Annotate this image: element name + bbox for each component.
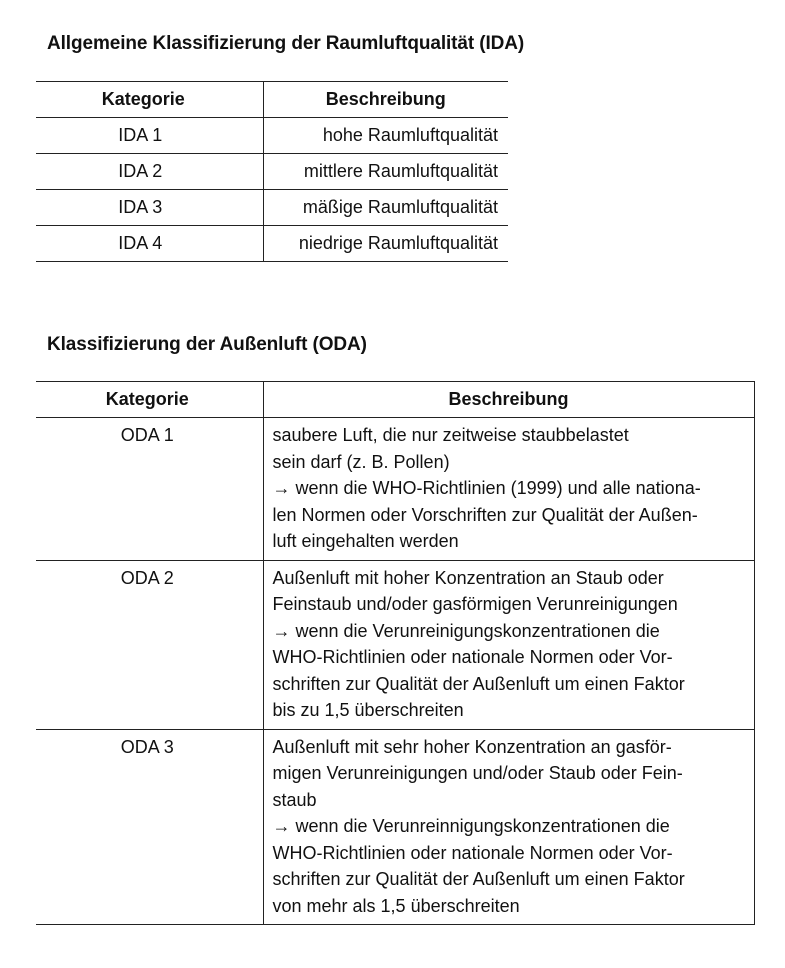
category-cell: ODA 3	[36, 729, 263, 925]
ida-table-title: Allgemeine Klassifizierung der Raumluftqualität (IDA)	[47, 33, 525, 54]
description-cell: mittlere Raumluftqualität	[263, 154, 508, 190]
oda-classification-table	[36, 381, 755, 925]
description-line: schriften zur Qualität der Außenluft um einen Faktor	[272, 673, 685, 694]
description-line: → wenn die Verunreinnigungskonzentrationen die	[272, 816, 670, 836]
column-header-description: Beschreibung	[263, 82, 508, 118]
description-cell	[263, 729, 754, 925]
description-line: schriften zur Qualität der Außenluft um einen Faktor	[272, 869, 685, 889]
description-line: staub	[272, 789, 317, 810]
description-cell: hohe Raumluftqualität	[263, 118, 508, 154]
table-row	[36, 560, 754, 729]
category-cell: IDA 3	[36, 190, 263, 226]
category-cell: ODA 2	[36, 560, 263, 729]
table-row	[36, 154, 508, 190]
table-header-row	[36, 382, 754, 418]
category-cell: IDA 2	[36, 154, 263, 190]
description-cell	[263, 418, 754, 561]
description-line: → wenn die Verunreinigungskonzentrationen die	[272, 620, 660, 641]
description-line: saubere Luft, die nur zeitweise staubbelastet	[272, 425, 629, 445]
table-header-row	[36, 82, 508, 118]
category-cell: IDA 1	[36, 118, 263, 154]
table-row	[36, 226, 508, 262]
description-line: WHO-Richtlinien oder nationale Normen oder Vor-	[272, 842, 673, 863]
table-row	[36, 190, 508, 226]
description-line: bis zu 1,5 überschreiten	[272, 700, 464, 720]
description-line: Außenluft mit sehr hoher Konzentration an gasför-	[272, 736, 672, 757]
column-header-description: Beschreibung	[263, 382, 754, 418]
column-header-category: Kategorie	[36, 382, 263, 418]
description-cell	[263, 560, 754, 729]
description-line: Außenluft mit hoher Konzentration an Staub oder	[272, 567, 664, 588]
description-line: sein darf (z. B. Pollen)	[272, 451, 450, 472]
oda-table-title: Klassifizierung der Außenluft (ODA)	[47, 334, 367, 355]
description-line: migen Verunreinigungen und/oder Staub oder Fein-	[272, 763, 683, 783]
table-row	[36, 418, 754, 561]
description-line: → wenn die WHO-Richtlinien (1999) und alle nationa-	[272, 478, 701, 498]
description-cell: mäßige Raumluftqualität	[263, 190, 508, 226]
description-cell: niedrige Raumluftqualität	[298, 233, 498, 253]
description-line: WHO-Richtlinien oder nationale Normen oder Vor-	[272, 647, 673, 667]
description-line: Feinstaub und/oder gasförmigen Verunreinigungen	[272, 594, 678, 614]
description-line: von mehr als 1,5 überschreiten	[272, 895, 520, 916]
category-cell: ODA 1	[36, 418, 263, 561]
column-header-category: Kategorie	[36, 82, 263, 118]
table-row	[36, 729, 754, 925]
table-row	[36, 118, 508, 154]
description-line: luft eingehalten werden	[272, 531, 459, 551]
ida-classification-table	[36, 81, 508, 262]
description-line: len Normen oder Vorschriften zur Qualität der Außen-	[272, 504, 698, 525]
category-cell: IDA 4	[36, 226, 263, 262]
